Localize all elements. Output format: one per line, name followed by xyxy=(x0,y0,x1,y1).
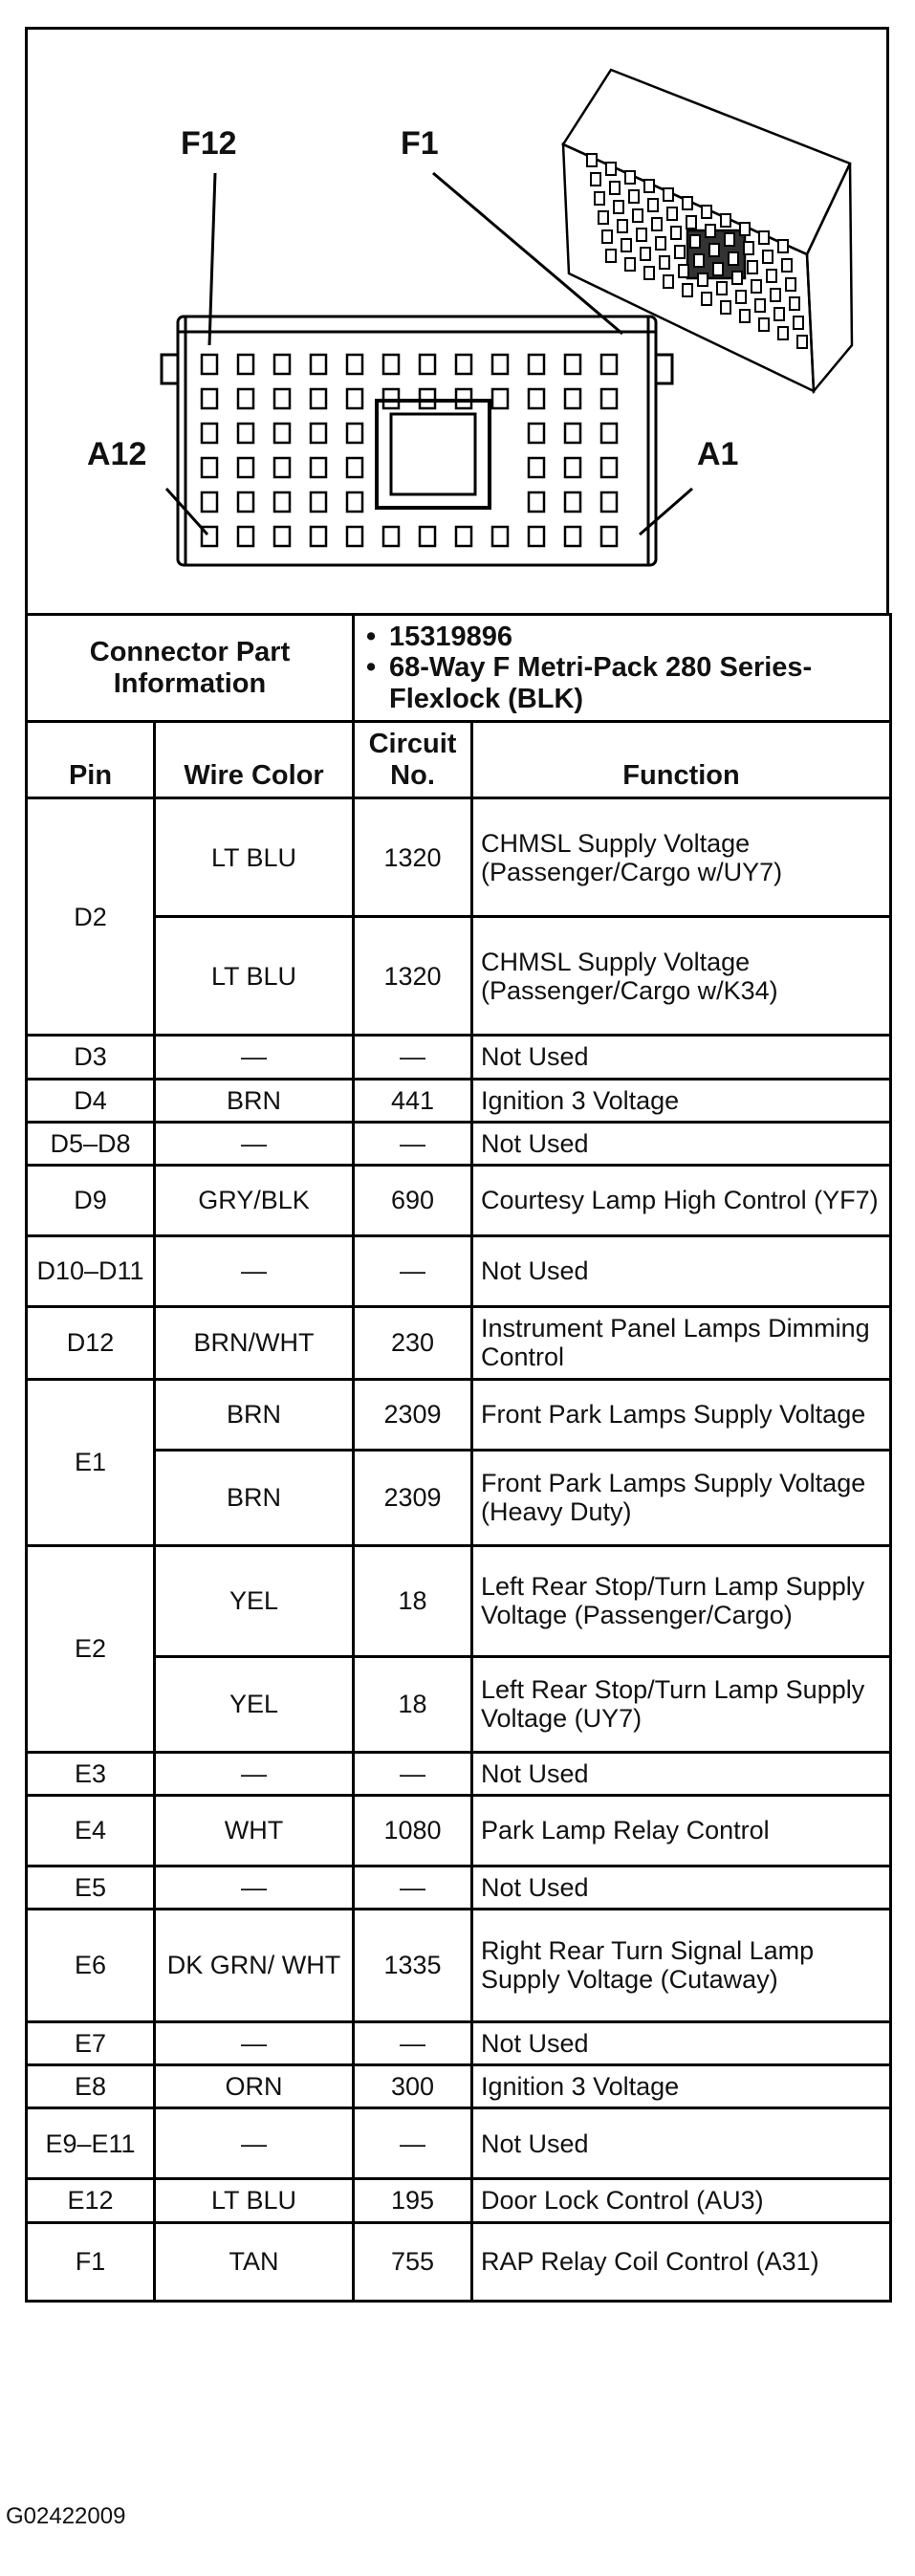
pin-cavity xyxy=(311,424,326,443)
label-f1: F1 xyxy=(401,125,439,162)
pin-cavity xyxy=(601,424,617,443)
function-cell: Left Rear Stop/Turn Lamp Supply Voltage (UY7) xyxy=(472,1656,891,1752)
iso-pin-cavity xyxy=(721,301,730,314)
iso-pin-cavity xyxy=(763,251,773,263)
circuit-cell: 1320 xyxy=(354,798,472,917)
pin-cavity xyxy=(311,527,326,546)
iso-pin-cavity xyxy=(797,336,807,348)
info-row xyxy=(27,615,891,722)
circuit-cell: — xyxy=(354,1122,472,1165)
pin-cavity xyxy=(311,355,326,374)
iso-pin-cavity xyxy=(686,216,696,229)
table-row xyxy=(27,1866,891,1909)
iso-pin-cavity xyxy=(637,229,646,241)
iso-pin-cavity xyxy=(759,318,769,331)
iso-pin-cavity xyxy=(660,256,669,269)
wire-color-cell: LT BLU xyxy=(155,798,354,917)
function-cell: Not Used xyxy=(472,1752,891,1795)
iso-pin-cavity xyxy=(599,211,608,224)
iso-pin-cavity xyxy=(755,299,765,312)
iso-pin-cavity xyxy=(652,218,662,230)
iso-pin-cavity xyxy=(606,163,616,175)
iso-pin-cavity xyxy=(725,233,734,246)
iso-pin-cavity xyxy=(664,275,673,288)
iso-pin-cavity xyxy=(618,220,627,232)
label-f12: F12 xyxy=(181,125,237,162)
iso-pin-cavity xyxy=(736,291,746,303)
circuit-cell: 755 xyxy=(354,2222,472,2301)
iso-pin-cavity xyxy=(740,223,750,235)
function-cell: Left Rear Stop/Turn Lamp Supply Voltage (Passenger/Cargo) xyxy=(472,1545,891,1656)
pin-cavity xyxy=(202,355,217,374)
header-row xyxy=(27,722,891,798)
function-cell: Not Used xyxy=(472,2108,891,2179)
label-a12: A12 xyxy=(87,436,147,472)
pin-cavity xyxy=(274,492,290,512)
table-row xyxy=(27,1450,891,1545)
wire-color-cell: BRN xyxy=(155,1450,354,1545)
pin-cavity xyxy=(383,355,399,374)
pin-cavity xyxy=(601,492,617,512)
circuit-cell: 18 xyxy=(354,1545,472,1656)
iso-pin-cavity xyxy=(771,289,780,301)
header-function: Function xyxy=(472,722,891,798)
pin-cavity xyxy=(238,458,253,477)
circuit-cell: — xyxy=(354,2021,472,2064)
table-row xyxy=(27,1909,891,2021)
iso-pin-cavity xyxy=(644,267,654,279)
iso-pin-cavity xyxy=(629,190,639,203)
label-a1: A1 xyxy=(697,436,739,472)
pin-cavity xyxy=(311,492,326,512)
figure-id: G02422009 xyxy=(6,2503,126,2529)
iso-pin-cavity xyxy=(782,259,792,272)
table-row xyxy=(27,2065,891,2108)
pin-cavity xyxy=(347,458,362,477)
pin-cavity xyxy=(529,355,544,374)
pin-cavity xyxy=(420,355,435,374)
pin-cavity xyxy=(274,389,290,408)
circuit-cell: — xyxy=(354,1752,472,1795)
iso-pin-cavity xyxy=(641,248,650,260)
pin-cavity xyxy=(238,424,253,443)
table-row xyxy=(27,1122,891,1165)
wire-color-cell: ORN xyxy=(155,2065,354,2108)
pin-cavity xyxy=(529,389,544,408)
iso-pin-cavity xyxy=(740,310,750,322)
pin-cavity xyxy=(347,424,362,443)
iso-pin-cavity xyxy=(602,230,612,243)
pin-cavity xyxy=(383,527,399,546)
circuit-cell: 2309 xyxy=(354,1450,472,1545)
iso-pin-cavity xyxy=(683,197,692,209)
pin-cell: E3 xyxy=(27,1752,155,1795)
pin-cavity xyxy=(456,527,471,546)
iso-pin-cavity xyxy=(664,188,673,201)
pin-cell: E5 xyxy=(27,1866,155,1909)
circuit-cell: 1320 xyxy=(354,917,472,1036)
circuit-cell: 1335 xyxy=(354,1909,472,2021)
pin-cell: D5–D8 xyxy=(27,1122,155,1165)
table-row xyxy=(27,798,891,917)
iso-pin-cavity xyxy=(587,154,597,166)
table-row xyxy=(27,2222,891,2301)
wire-color-cell: YEL xyxy=(155,1545,354,1656)
table-row xyxy=(27,2179,891,2222)
pin-cell: D12 xyxy=(27,1307,155,1379)
function-cell: Ignition 3 Voltage xyxy=(472,2065,891,2108)
table-row xyxy=(27,917,891,1036)
circuit-cell: — xyxy=(354,1036,472,1079)
circuit-cell: — xyxy=(354,1866,472,1909)
circuit-cell: 441 xyxy=(354,1079,472,1122)
table-row xyxy=(27,1795,891,1866)
wire-color-cell: BRN xyxy=(155,1379,354,1450)
wire-color-cell: TAN xyxy=(155,2222,354,2301)
iso-pin-cavity xyxy=(633,209,643,222)
iso-pin-cavity xyxy=(702,206,711,218)
header-pin: Pin xyxy=(27,722,155,798)
pin-cavity xyxy=(565,389,580,408)
function-cell: Not Used xyxy=(472,2021,891,2064)
wire-color-cell: — xyxy=(155,1236,354,1307)
iso-pin-cavity xyxy=(790,297,799,310)
pin-cell: E9–E11 xyxy=(27,2108,155,2179)
circuit-cell: 195 xyxy=(354,2179,472,2222)
circuit-cell: 18 xyxy=(354,1656,472,1752)
table-row xyxy=(27,1379,891,1450)
iso-pin-cavity xyxy=(648,199,658,211)
table-row xyxy=(27,2021,891,2064)
info-item: • 15319896 xyxy=(366,622,513,652)
iso-pin-cavity xyxy=(774,308,784,320)
table-row xyxy=(27,1307,891,1379)
pinout-table xyxy=(25,613,892,2303)
table-row xyxy=(27,1752,891,1795)
pin-cavity xyxy=(565,424,580,443)
pin-cell: E1 xyxy=(27,1379,155,1545)
pin-cavity xyxy=(492,389,508,408)
connector-sheet xyxy=(25,27,889,2303)
info-list xyxy=(354,615,891,722)
pin-cavity xyxy=(456,355,471,374)
pin-cavity xyxy=(492,355,508,374)
pin-cavity xyxy=(601,527,617,546)
pin-cell: D4 xyxy=(27,1079,155,1122)
iso-pin-cavity xyxy=(671,227,681,239)
wire-color-cell: — xyxy=(155,2021,354,2064)
function-cell: Not Used xyxy=(472,1036,891,1079)
iso-pin-cavity xyxy=(679,265,688,277)
pin-cavity xyxy=(492,527,508,546)
iso-pin-cavity xyxy=(778,240,788,252)
wire-color-cell: — xyxy=(155,2108,354,2179)
function-cell: Courtesy Lamp High Control (YF7) xyxy=(472,1166,891,1236)
wire-color-cell: WHT xyxy=(155,1795,354,1866)
function-cell: CHMSL Supply Voltage (Passenger/Cargo w/K34) xyxy=(472,917,891,1036)
iso-pin-cavity xyxy=(721,214,730,227)
pin-cavity xyxy=(529,527,544,546)
pin-cavity xyxy=(347,492,362,512)
pin-cell: D9 xyxy=(27,1166,155,1236)
circuit-cell: 690 xyxy=(354,1166,472,1236)
wire-color-cell: LT BLU xyxy=(155,2179,354,2222)
iso-pin-cavity xyxy=(625,258,635,271)
table-row xyxy=(27,1236,891,1307)
table-row xyxy=(27,1656,891,1752)
function-cell: Instrument Panel Lamps Dimming Control xyxy=(472,1307,891,1379)
function-cell: CHMSL Supply Voltage (Passenger/Cargo w/UY7) xyxy=(472,798,891,917)
iso-pin-cavity xyxy=(744,242,753,254)
circuit-cell: 1080 xyxy=(354,1795,472,1866)
connector-diagram xyxy=(25,27,889,613)
iso-pin-cavity xyxy=(706,225,715,237)
pin-cell: D2 xyxy=(27,798,155,1036)
pin-cell: E7 xyxy=(27,2021,155,2064)
wire-color-cell: BRN/WHT xyxy=(155,1307,354,1379)
function-cell: Door Lock Control (AU3) xyxy=(472,2179,891,2222)
table-row xyxy=(27,1036,891,1079)
function-cell: Not Used xyxy=(472,1236,891,1307)
function-cell: RAP Relay Coil Control (A31) xyxy=(472,2222,891,2301)
iso-pin-cavity xyxy=(614,201,623,213)
info-label: Connector Part Information xyxy=(27,615,354,722)
circuit-cell: — xyxy=(354,2108,472,2179)
circuit-cell: — xyxy=(354,1236,472,1307)
pin-cavity xyxy=(238,492,253,512)
circuit-cell: 230 xyxy=(354,1307,472,1379)
iso-pin-cavity xyxy=(729,252,738,265)
pin-cavity xyxy=(347,355,362,374)
table-row xyxy=(27,1079,891,1122)
pin-cavity xyxy=(274,458,290,477)
iso-pin-cavity xyxy=(591,173,600,186)
function-cell: Front Park Lamps Supply Voltage xyxy=(472,1379,891,1450)
iso-pin-cavity xyxy=(690,235,700,248)
iso-pin-cavity xyxy=(717,282,727,295)
wire-color-cell: DK GRN/ WHT xyxy=(155,1909,354,2021)
iso-pin-cavity xyxy=(644,180,654,192)
iso-pin-cavity xyxy=(748,261,757,273)
function-cell: Ignition 3 Voltage xyxy=(472,1079,891,1122)
wire-color-cell: YEL xyxy=(155,1656,354,1752)
pin-cavity xyxy=(202,424,217,443)
circuit-cell: 300 xyxy=(354,2065,472,2108)
pin-cell: E6 xyxy=(27,1909,155,2021)
table-row xyxy=(27,1545,891,1656)
iso-pin-cavity xyxy=(606,250,616,262)
function-cell: Not Used xyxy=(472,1866,891,1909)
pin-cavity xyxy=(274,424,290,443)
iso-pin-cavity xyxy=(794,317,803,329)
iso-pin-cavity xyxy=(713,263,723,275)
pin-cavity xyxy=(274,527,290,546)
iso-pin-cavity xyxy=(786,278,795,291)
iso-pin-cavity xyxy=(778,327,788,339)
wire-color-cell: LT BLU xyxy=(155,917,354,1036)
function-cell: Front Park Lamps Supply Voltage (Heavy Duty) xyxy=(472,1450,891,1545)
pin-cavity xyxy=(529,492,544,512)
function-cell: Right Rear Turn Signal Lamp Supply Voltage (Cutaway) xyxy=(472,1909,891,2021)
pin-cavity xyxy=(565,527,580,546)
pin-cavity xyxy=(311,458,326,477)
circuit-cell: 2309 xyxy=(354,1379,472,1450)
iso-pin-cavity xyxy=(702,293,711,305)
iso-pin-cavity xyxy=(767,270,776,282)
iso-pin-cavity xyxy=(621,239,631,251)
table-row xyxy=(27,2108,891,2179)
iso-pin-cavity xyxy=(698,273,708,286)
iso-pin-cavity xyxy=(694,254,704,267)
wire-color-cell: — xyxy=(155,1866,354,1909)
wire-color-cell: GRY/BLK xyxy=(155,1166,354,1236)
iso-pin-cavity xyxy=(667,207,677,220)
pin-cell: E8 xyxy=(27,2065,155,2108)
iso-pin-cavity xyxy=(656,237,665,250)
pin-cavity xyxy=(347,389,362,408)
pin-cell: F1 xyxy=(27,2222,155,2301)
iso-pin-cavity xyxy=(610,182,620,194)
iso-pin-cavity xyxy=(683,284,692,296)
connector-drawing xyxy=(28,30,892,613)
wire-color-cell: — xyxy=(155,1752,354,1795)
pin-cavity xyxy=(274,355,290,374)
iso-pin-cavity xyxy=(752,280,761,293)
pin-cavity xyxy=(238,527,253,546)
pin-cell: D10–D11 xyxy=(27,1236,155,1307)
table-row xyxy=(27,1166,891,1236)
pin-cavity xyxy=(565,458,580,477)
pin-cell: E12 xyxy=(27,2179,155,2222)
iso-pin-cavity xyxy=(625,171,635,184)
pin-cavity xyxy=(311,389,326,408)
iso-pin-cavity xyxy=(595,192,604,205)
function-cell: Not Used xyxy=(472,1122,891,1165)
pin-cavity xyxy=(529,424,544,443)
pin-cavity xyxy=(565,355,580,374)
header-circuit: Circuit No. xyxy=(354,722,472,798)
pin-cavity xyxy=(238,389,253,408)
pin-cavity xyxy=(202,458,217,477)
pin-cavity xyxy=(238,355,253,374)
iso-pin-cavity xyxy=(732,272,742,284)
pin-cavity xyxy=(420,527,435,546)
iso-pin-cavity xyxy=(709,244,719,256)
pin-cavity xyxy=(601,389,617,408)
pin-cavity xyxy=(529,458,544,477)
pin-cell: E4 xyxy=(27,1795,155,1866)
wire-color-cell: BRN xyxy=(155,1079,354,1122)
iso-pin-cavity xyxy=(675,246,685,258)
wire-color-cell: — xyxy=(155,1036,354,1079)
info-item: • 68-Way F Metri-Pack 280 Series- Flexlock (BLK) xyxy=(366,652,813,714)
pin-cavity xyxy=(601,355,617,374)
iso-pin-cavity xyxy=(759,231,769,244)
pin-cell: D3 xyxy=(27,1036,155,1079)
function-cell: Park Lamp Relay Control xyxy=(472,1795,891,1866)
pin-cell: E2 xyxy=(27,1545,155,1752)
pin-cavity xyxy=(565,492,580,512)
pin-cavity xyxy=(202,492,217,512)
pin-cavity xyxy=(347,527,362,546)
header-wire-color: Wire Color xyxy=(155,722,354,798)
wire-color-cell: — xyxy=(155,1122,354,1165)
pin-cavity xyxy=(202,389,217,408)
pin-cavity xyxy=(601,458,617,477)
